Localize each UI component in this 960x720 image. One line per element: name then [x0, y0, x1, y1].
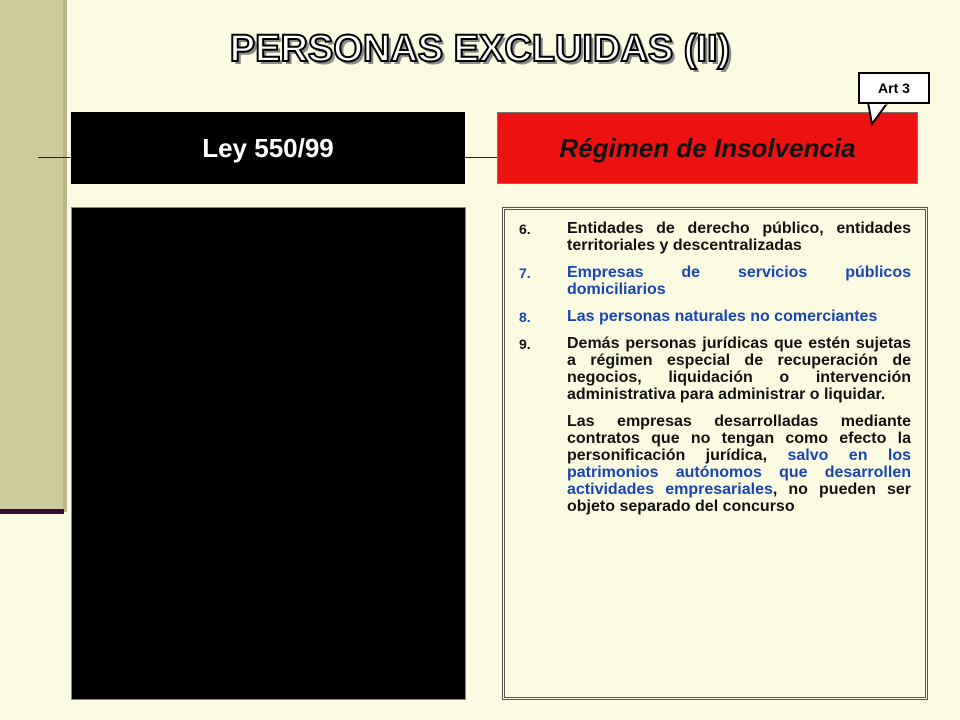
excluded-persons-list [519, 220, 911, 515]
item-text: Entidades de derecho público, entidades territoriales y descentralizadas [567, 220, 911, 254]
side-band-edge [63, 0, 67, 512]
item-number: 6. [519, 221, 531, 237]
item-text: Las personas naturales no comerciantes [567, 308, 878, 325]
list-item [519, 264, 911, 298]
item-number: 9. [519, 336, 531, 352]
art-3-callout: Art 3 [858, 72, 930, 104]
item-number: 8. [519, 309, 531, 325]
paragraph-part-3: , no pueden ser objeto separado del concurso [567, 481, 912, 515]
item-text: Demás personas jurídicas que estén sujetas a régimen especial de recuperación de negocios, liquidación o intervención administrativa para administrar o liquidar. [567, 335, 911, 403]
item-number: 7. [519, 265, 531, 281]
contracts-paragraph [567, 413, 911, 515]
insolvencia-content-panel [502, 207, 928, 700]
paragraph-highlight: salvo en los patrimonios autónomos que desarrollen actividades empresariales [567, 447, 911, 498]
list-item [519, 220, 911, 254]
callout-pointer [866, 102, 894, 126]
connector-line-left [38, 157, 74, 158]
side-divider-rule [0, 509, 64, 514]
ley-550-content-panel [71, 207, 466, 700]
paragraph-part-1: Las empresas desarrolladas mediante contratos que no tengan como efecto la personificación jurídica, [567, 413, 911, 464]
regimen-insolvencia-header: Régimen de Insolvencia [497, 112, 918, 184]
side-decoration-band [0, 0, 63, 512]
ley-550-header: Ley 550/99 [71, 112, 465, 184]
slide-title: PERSONAS EXCLUIDAS (II) [229, 28, 731, 70]
item-text: Empresas de servicios públicos domiciliarios [567, 264, 911, 298]
list-item [519, 335, 911, 403]
connector-line-middle [465, 157, 499, 158]
list-item [519, 308, 911, 325]
